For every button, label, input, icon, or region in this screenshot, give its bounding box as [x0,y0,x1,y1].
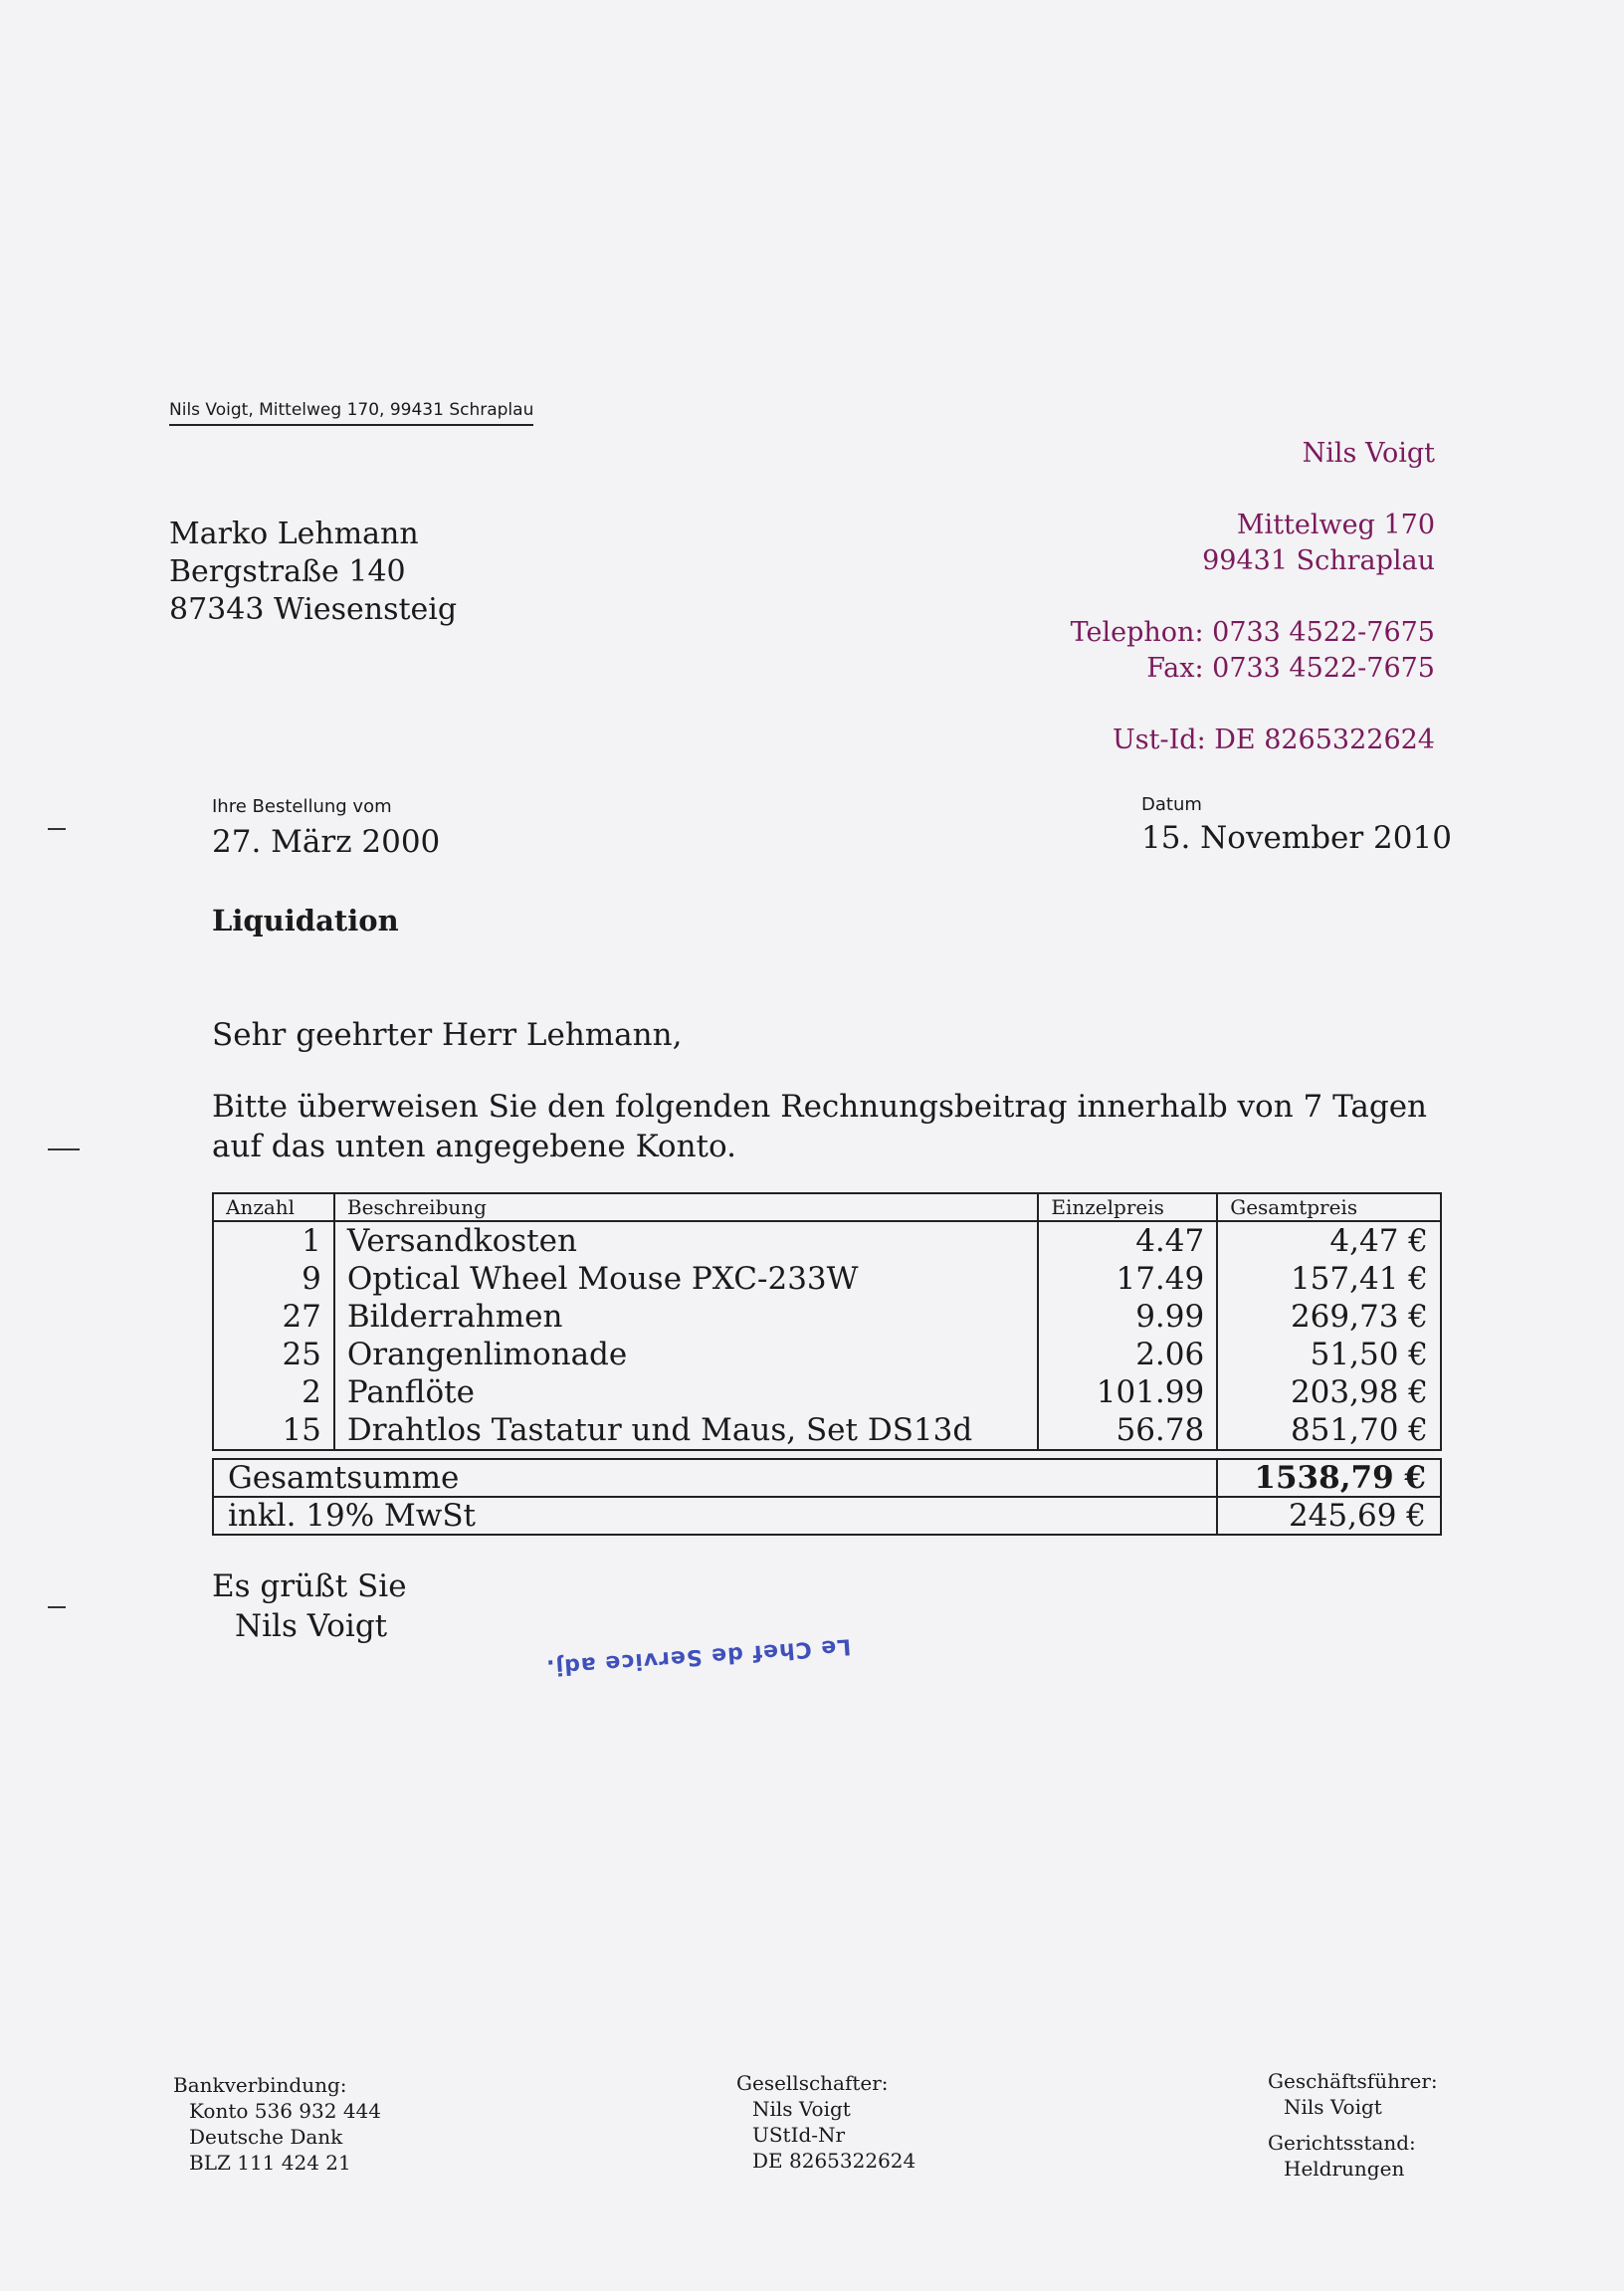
closing: Es grüßt Sie [212,1568,407,1604]
ustid-value: DE 8265322624 [1214,725,1435,755]
table-row [213,1411,1441,1450]
fax-label: Fax: [1146,653,1204,684]
court-label: Gerichtsstand: [1268,2131,1416,2155]
ceo-name: Nils Voigt [1284,2095,1382,2119]
table-row [213,1373,1441,1411]
telephone-label: Telephon: [1070,617,1204,648]
total-row [213,1459,1441,1497]
ustid-label: Ust-Id: [1113,725,1206,755]
header-unit-price: Einzelpreis [1038,1193,1217,1221]
bank-blz: BLZ 111 424 21 [189,2151,351,2175]
row-qty: 2 [213,1373,334,1411]
partner-ustid: DE 8265322624 [752,2149,916,2173]
row-total-price: 203,98 € [1217,1373,1441,1411]
footer-management [1268,2068,1438,2182]
row-total-price: 269,73 € [1217,1298,1441,1336]
table-row [213,1298,1441,1336]
partner-ustid-label: UStId-Nr [752,2123,846,2147]
header-qty: Anzahl [213,1193,334,1221]
recipient-city: 87343 Wiesensteig [169,592,458,627]
row-description: Bilderrahmen [334,1298,1039,1336]
invoice-date: 15. November 2010 [1141,820,1452,856]
sender-fax [1146,651,1435,687]
row-description: Versandkosten [334,1221,1039,1260]
fold-mark [48,1148,80,1150]
partner-label: Gesellschafter: [736,2071,889,2095]
order-date: 27. März 2000 [212,824,441,860]
recipient-name: Marko Lehmann [169,517,419,551]
row-qty: 25 [213,1336,334,1373]
row-qty: 27 [213,1298,334,1336]
fax-value: 0733 4522-7675 [1212,653,1435,684]
body-text-line-1: Bitte überweisen Sie den folgenden Rechnungsbeitrag innerhalb von 7 Tagen [212,1089,1428,1125]
telephone-value: 0733 4522-7675 [1212,617,1435,648]
order-date-label: Ihre Bestellung vom [212,796,392,817]
row-description: Drahtlos Tastatur und Maus, Set DS13d [334,1411,1039,1450]
bank-account: Konto 536 932 444 [189,2099,381,2123]
ceo-label: Geschäftsführer: [1268,2069,1438,2093]
row-total-price: 4,47 € [1217,1221,1441,1260]
table-row [213,1260,1441,1298]
header-total-price: Gesamtpreis [1217,1193,1441,1221]
total-label: Gesamtsumme [213,1459,1217,1497]
footer-partner [736,2070,915,2174]
row-qty: 15 [213,1411,334,1450]
sender-street: Mittelweg 170 [1236,510,1435,540]
fold-mark [48,828,66,830]
partner-name: Nils Voigt [752,2097,851,2121]
body-text-line-2: auf das unten angegebene Konto. [212,1129,736,1164]
service-stamp: Le Chef de Service adj. [544,1633,852,1680]
row-unit-price: 101.99 [1038,1373,1217,1411]
row-description: Panflöte [334,1373,1039,1411]
totals-table [212,1458,1442,1536]
fold-mark [48,1606,66,1608]
row-total-price: 51,50 € [1217,1336,1441,1373]
court-value: Heldrungen [1284,2157,1405,2181]
row-unit-price: 2.06 [1038,1336,1217,1373]
table-row [213,1221,1441,1260]
row-unit-price: 4.47 [1038,1221,1217,1260]
total-value: 1538,79 € [1217,1459,1441,1497]
salutation: Sehr geehrter Herr Lehmann, [212,1017,683,1053]
row-total-price: 851,70 € [1217,1411,1441,1450]
sender-city: 99431 Schraplau [1202,545,1435,576]
footer-bank [173,2072,381,2176]
row-qty: 1 [213,1221,334,1260]
items-table [212,1192,1442,1451]
vat-row [213,1497,1441,1535]
vat-label: inkl. 19% MwSt [213,1497,1217,1535]
table-row [213,1336,1441,1373]
vat-value: 245,69 € [1217,1497,1441,1535]
bank-name: Deutsche Dank [189,2125,343,2149]
row-total-price: 157,41 € [1217,1260,1441,1298]
sender-ustid [1113,723,1435,758]
row-description: Optical Wheel Mouse PXC-233W [334,1260,1039,1298]
closing-name: Nils Voigt [235,1608,388,1644]
table-header-row [213,1193,1441,1221]
sender-name: Nils Voigt [1302,438,1435,469]
row-description: Orangenlimonade [334,1336,1039,1373]
row-unit-price: 9.99 [1038,1298,1217,1336]
row-qty: 9 [213,1260,334,1298]
sender-telephone [1071,615,1435,651]
return-address: Nils Voigt, Mittelweg 170, 99431 Schraplau [169,400,533,426]
header-description: Beschreibung [334,1193,1039,1221]
subject: Liquidation [212,904,399,937]
row-unit-price: 56.78 [1038,1411,1217,1450]
date-label: Datum [1141,794,1202,815]
row-unit-price: 17.49 [1038,1260,1217,1298]
bank-label: Bankverbindung: [173,2073,347,2097]
recipient-street: Bergstraße 140 [169,554,406,589]
